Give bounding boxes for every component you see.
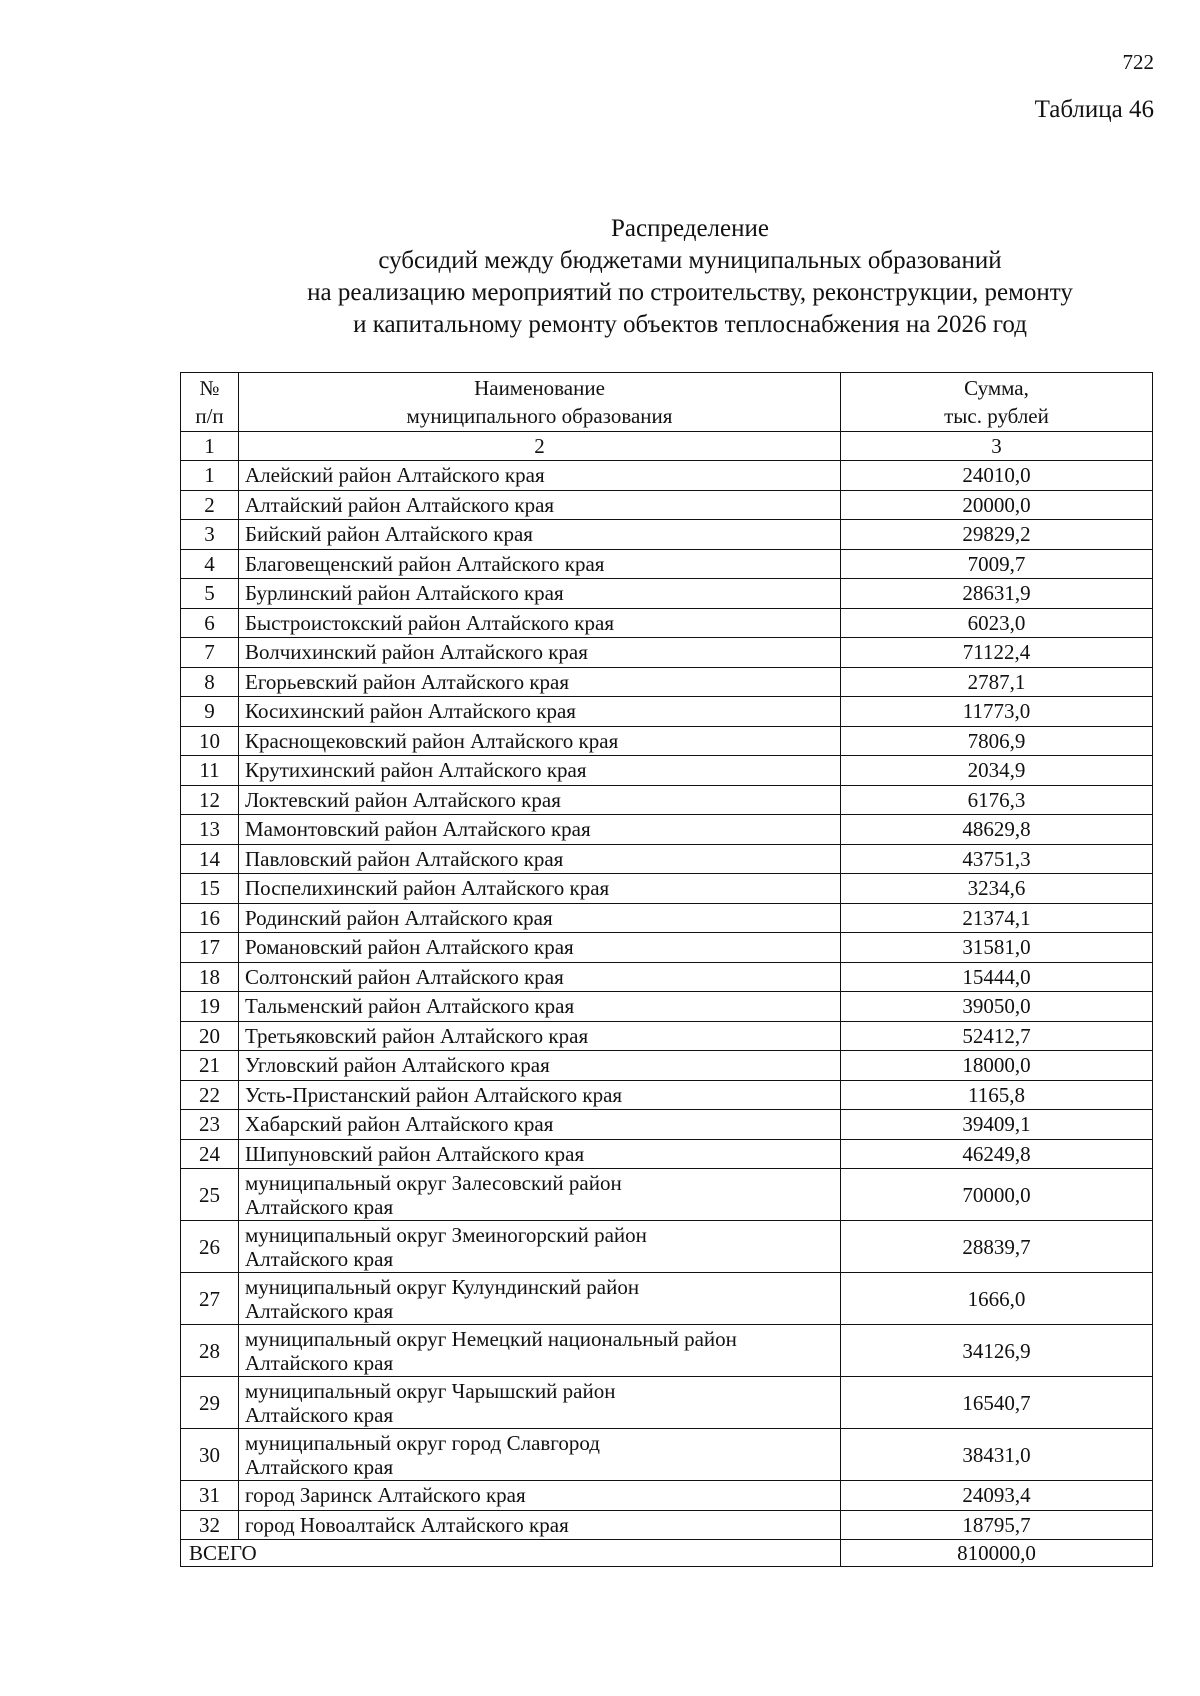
row-number: 4 <box>181 549 239 579</box>
municipality-name: Благовещенский район Алтайского края <box>239 549 841 579</box>
row-number: 24 <box>181 1139 239 1169</box>
header-name-line2: муниципального образования <box>406 404 673 428</box>
subsidy-amount: 39050,0 <box>841 992 1153 1022</box>
municipality-name: Бурлинский район Алтайского края <box>239 579 841 609</box>
municipality-name: Косихинский район Алтайского края <box>239 697 841 727</box>
table-row <box>181 1169 1153 1221</box>
municipality-name <box>239 1221 841 1273</box>
municipality-name: Усть-Пристанский район Алтайского края <box>239 1080 841 1110</box>
row-number: 30 <box>181 1429 239 1481</box>
subsidy-amount: 29829,2 <box>841 520 1153 550</box>
subsidy-amount: 1666,0 <box>841 1273 1153 1325</box>
row-number: 27 <box>181 1273 239 1325</box>
municipality-name-line2: Алтайского края <box>245 1298 394 1323</box>
municipality-name: Бийский район Алтайского края <box>239 520 841 550</box>
municipality-name: Солтонский район Алтайского края <box>239 962 841 992</box>
municipality-name-line1: муниципальный округ Кулундинский район <box>245 1274 640 1299</box>
municipality-name: город Новоалтайск Алтайского края <box>239 1510 841 1540</box>
column-index: 2 <box>239 432 841 461</box>
subsidy-amount: 24010,0 <box>841 461 1153 491</box>
subsidy-amount: 3234,6 <box>841 874 1153 904</box>
table-row <box>181 1080 1153 1110</box>
municipality-name <box>239 1169 841 1221</box>
header-number-line2: п/п <box>195 404 224 428</box>
row-number: 13 <box>181 815 239 845</box>
table-row <box>181 1221 1153 1273</box>
table-row <box>181 490 1153 520</box>
municipality-name: Крутихинский район Алтайского края <box>239 756 841 786</box>
row-number: 25 <box>181 1169 239 1221</box>
subsidy-amount: 2034,9 <box>841 756 1153 786</box>
subsidy-amount: 20000,0 <box>841 490 1153 520</box>
table-row <box>181 844 1153 874</box>
subsidy-amount: 71122,4 <box>841 638 1153 668</box>
table-row <box>181 726 1153 756</box>
subsidy-amount: 2787,1 <box>841 667 1153 697</box>
row-number: 9 <box>181 697 239 727</box>
subsidy-amount: 18000,0 <box>841 1051 1153 1081</box>
municipality-name-line1: муниципальный округ город Славгород <box>245 1430 600 1455</box>
municipality-name <box>239 1325 841 1377</box>
municipality-name: Хабарский район Алтайского края <box>239 1110 841 1140</box>
municipality-name-line2: Алтайского края <box>245 1246 394 1271</box>
column-index: 1 <box>181 432 239 461</box>
table-row <box>181 520 1153 550</box>
row-number: 23 <box>181 1110 239 1140</box>
total-row <box>181 1540 1153 1567</box>
table-label: Таблица 46 <box>1034 96 1154 123</box>
row-number: 17 <box>181 933 239 963</box>
municipality-name: Алейский район Алтайского края <box>239 461 841 491</box>
row-number: 11 <box>181 756 239 786</box>
header-number <box>181 373 239 432</box>
table-row <box>181 1021 1153 1051</box>
municipality-name: Волчихинский район Алтайского края <box>239 638 841 668</box>
table-row <box>181 579 1153 609</box>
row-number: 32 <box>181 1510 239 1540</box>
row-number: 1 <box>181 461 239 491</box>
page-number: 722 <box>1122 50 1154 74</box>
municipality-name: Быстроистокский район Алтайского края <box>239 608 841 638</box>
subsidy-amount: 38431,0 <box>841 1429 1153 1481</box>
column-index-row <box>181 432 1153 461</box>
municipality-name: Шипуновский район Алтайского края <box>239 1139 841 1169</box>
municipality-name <box>239 1273 841 1325</box>
subsidy-amount: 15444,0 <box>841 962 1153 992</box>
municipality-name <box>239 1377 841 1429</box>
table-row <box>181 756 1153 786</box>
table-row <box>181 1377 1153 1429</box>
municipality-name: Родинский район Алтайского края <box>239 903 841 933</box>
subsidy-amount: 16540,7 <box>841 1377 1153 1429</box>
subsidy-amount: 70000,0 <box>841 1169 1153 1221</box>
row-number: 12 <box>181 785 239 815</box>
row-number: 5 <box>181 579 239 609</box>
table-header-row <box>181 373 1153 432</box>
row-number: 21 <box>181 1051 239 1081</box>
header-number-line1: № <box>199 376 220 400</box>
row-number: 20 <box>181 1021 239 1051</box>
table-row <box>181 933 1153 963</box>
municipality-name-line2: Алтайского края <box>245 1402 394 1427</box>
municipality-name: Романовский район Алтайского края <box>239 933 841 963</box>
table-row <box>181 1510 1153 1540</box>
subsidy-amount: 6023,0 <box>841 608 1153 638</box>
header-name <box>239 373 841 432</box>
table-row <box>181 1051 1153 1081</box>
table-row <box>181 667 1153 697</box>
total-sum: 810000,0 <box>841 1540 1153 1567</box>
table-row <box>181 608 1153 638</box>
subsidy-amount: 28631,9 <box>841 579 1153 609</box>
title-line: на реализацию мероприятий по строительству, реконструкции, ремонту <box>307 279 1073 306</box>
municipality-name: Поспелихинский район Алтайского края <box>239 874 841 904</box>
row-number: 31 <box>181 1481 239 1511</box>
row-number: 15 <box>181 874 239 904</box>
subsidy-amount: 52412,7 <box>841 1021 1153 1051</box>
municipality-name: город Заринск Алтайского края <box>239 1481 841 1511</box>
table-row <box>181 638 1153 668</box>
table-row <box>181 962 1153 992</box>
municipality-name <box>239 1429 841 1481</box>
subsidy-amount: 24093,4 <box>841 1481 1153 1511</box>
row-number: 14 <box>181 844 239 874</box>
column-index: 3 <box>841 432 1153 461</box>
header-sum <box>841 373 1153 432</box>
row-number: 3 <box>181 520 239 550</box>
municipality-name-line1: муниципальный округ Змеиногорский район <box>245 1222 647 1247</box>
table-body <box>181 461 1153 1540</box>
subsidy-amount: 31581,0 <box>841 933 1153 963</box>
municipality-name: Третьяковский район Алтайского края <box>239 1021 841 1051</box>
subsidy-amount: 7806,9 <box>841 726 1153 756</box>
municipality-name-line1: муниципальный округ Чарышский район <box>245 1378 616 1403</box>
table-row <box>181 785 1153 815</box>
table-row <box>181 1481 1153 1511</box>
subsidy-amount: 7009,7 <box>841 549 1153 579</box>
municipality-name: Локтевский район Алтайского края <box>239 785 841 815</box>
row-number: 7 <box>181 638 239 668</box>
subsidy-amount: 6176,3 <box>841 785 1153 815</box>
table-row <box>181 1325 1153 1377</box>
subsidy-amount: 39409,1 <box>841 1110 1153 1140</box>
municipality-name: Мамонтовский район Алтайского края <box>239 815 841 845</box>
total-label: ВСЕГО <box>181 1540 841 1567</box>
table-row <box>181 1139 1153 1169</box>
subsidy-amount: 34126,9 <box>841 1325 1153 1377</box>
municipality-name-line2: Алтайского края <box>245 1454 394 1479</box>
subsidy-amount: 48629,8 <box>841 815 1153 845</box>
subsidy-amount: 11773,0 <box>841 697 1153 727</box>
header-sum-line1: Сумма, <box>964 376 1029 400</box>
municipality-name: Павловский район Алтайского края <box>239 844 841 874</box>
row-number: 19 <box>181 992 239 1022</box>
municipality-name: Тальменский район Алтайского края <box>239 992 841 1022</box>
table-row <box>181 1429 1153 1481</box>
subsidy-amount: 18795,7 <box>841 1510 1153 1540</box>
table-row <box>181 697 1153 727</box>
municipality-name: Краснощековский район Алтайского края <box>239 726 841 756</box>
table-row <box>181 1110 1153 1140</box>
row-number: 26 <box>181 1221 239 1273</box>
municipality-name-line2: Алтайского края <box>245 1350 394 1375</box>
table-row <box>181 992 1153 1022</box>
municipality-name: Егорьевский район Алтайского края <box>239 667 841 697</box>
row-number: 2 <box>181 490 239 520</box>
municipality-name-line1: муниципальный округ Немецкий национальный район <box>245 1326 737 1351</box>
row-number: 29 <box>181 1377 239 1429</box>
header-sum-line2: тыс. рублей <box>944 404 1049 428</box>
subsidy-amount: 46249,8 <box>841 1139 1153 1169</box>
row-number: 10 <box>181 726 239 756</box>
subsidy-amount: 21374,1 <box>841 903 1153 933</box>
table-row <box>181 549 1153 579</box>
row-number: 6 <box>181 608 239 638</box>
row-number: 28 <box>181 1325 239 1377</box>
header-name-line1: Наименование <box>474 376 605 400</box>
table-row <box>181 903 1153 933</box>
title-line: и капитальному ремонту объектов теплоснабжения на 2026 год <box>353 311 1027 338</box>
document-title <box>240 213 1140 341</box>
title-line: Распределение <box>611 215 769 242</box>
row-number: 22 <box>181 1080 239 1110</box>
table-row <box>181 815 1153 845</box>
table-row <box>181 874 1153 904</box>
subsidy-amount: 1165,8 <box>841 1080 1153 1110</box>
subsidy-amount: 43751,3 <box>841 844 1153 874</box>
municipality-name-line1: муниципальный округ Залесовский район <box>245 1170 622 1195</box>
row-number: 18 <box>181 962 239 992</box>
municipality-name: Угловский район Алтайского края <box>239 1051 841 1081</box>
subsidy-amount: 28839,7 <box>841 1221 1153 1273</box>
municipality-name-line2: Алтайского края <box>245 1194 394 1219</box>
table-row <box>181 1273 1153 1325</box>
subsidy-distribution-table <box>180 372 1153 1567</box>
row-number: 8 <box>181 667 239 697</box>
title-line: субсидий между бюджетами муниципальных образований <box>378 247 1002 274</box>
municipality-name: Алтайский район Алтайского края <box>239 490 841 520</box>
row-number: 16 <box>181 903 239 933</box>
table-row <box>181 461 1153 491</box>
